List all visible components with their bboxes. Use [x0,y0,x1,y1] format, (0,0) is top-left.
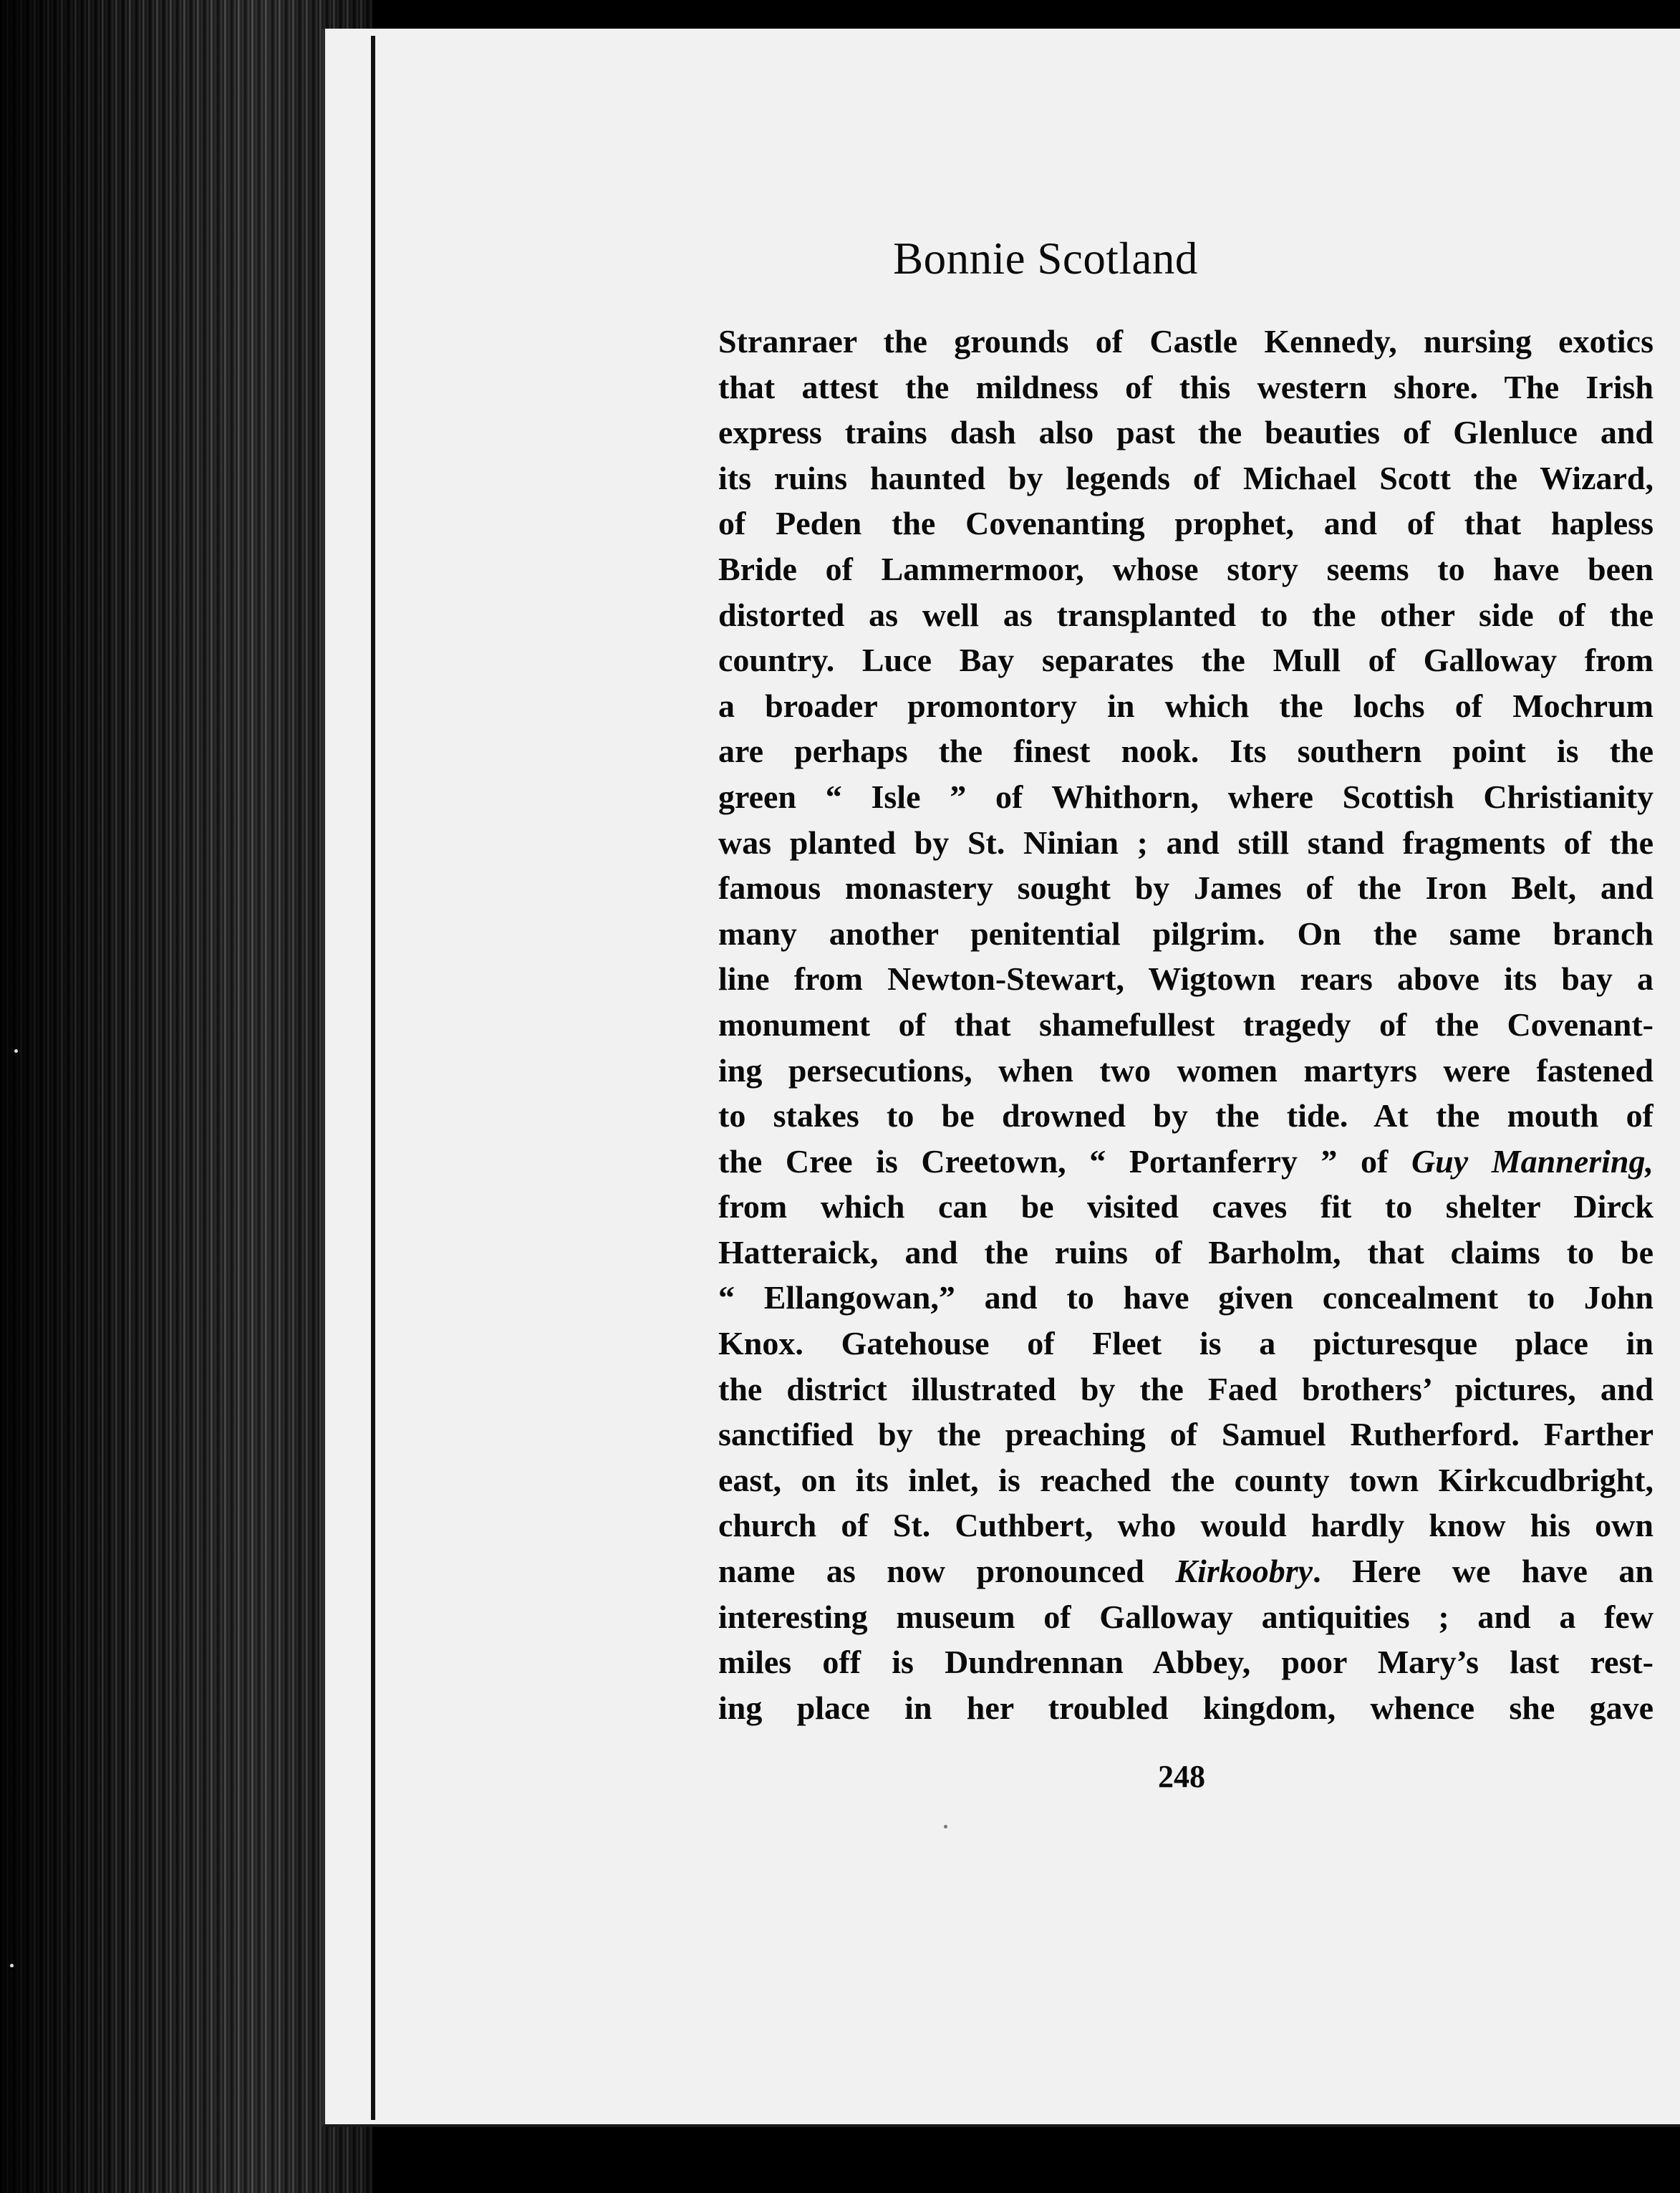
text-run: ing place in her troubled kingdom, whence she gave [718,1689,1654,1726]
text-line [718,1139,1654,1185]
book-page-edges [0,0,372,2193]
text-run: line from Newton-Stewart, Wigtown rears above its bay a [718,960,1654,998]
text-run: Bride of Lammermoor, whose story seems to have been [718,550,1654,587]
text-line [718,592,1654,638]
text-line [718,1093,1654,1139]
text-run: Hatteraick, and the ruins of Barholm, that claims to be [718,1233,1654,1271]
text-run: was planted by St. Ninian ; and still stand fragments of the [718,824,1654,861]
text-run: Stranraer the grounds of Castle Kennedy, nursing exotics [718,323,1654,360]
italic-text: Guy Mannering, [1411,1142,1654,1180]
page-number: 248 [1158,1759,1205,1794]
text-run: sanctified by the preaching of Samuel Rutherford. Farther [718,1416,1654,1453]
running-head: Bonnie Scotland [893,233,1198,284]
text-run: interesting museum of Galloway antiquities ; and a few [718,1598,1654,1635]
text-line [718,1184,1654,1230]
text-line [718,456,1654,501]
text-line [718,410,1654,456]
text-line [718,1321,1654,1367]
text-run: miles off is Dundrennan Abbey, poor Mary’s last rest- [718,1644,1654,1681]
text-run: famous monastery sought by James of the Iron Belt, and [718,869,1654,907]
text-run: “ Ellangowan,” and to have given concealment to John [718,1279,1654,1316]
text-run: the Cree is Creetown, “ Portanferry ” of [718,1142,1411,1180]
text-line [718,1503,1654,1548]
gutter-shadow-line [371,36,375,2120]
text-line [718,1685,1654,1731]
text-run: distorted as well as transplanted to the other side of the [718,596,1654,633]
text-line [718,1275,1654,1321]
text-line [718,1412,1654,1457]
text-run: from which can be visited caves fit to shelter Dirck [718,1188,1654,1225]
text-line [718,1548,1654,1594]
scan-speck [14,1049,18,1053]
text-line [718,319,1654,365]
text-run: its ruins haunted by legends of Michael Scott the Wizard, [718,459,1654,496]
text-line [718,1639,1654,1685]
text-run: are perhaps the finest nook. Its southern point is the [718,733,1654,770]
text-run: Knox. Gatehouse of Fleet is a picturesque place in [718,1325,1654,1362]
text-run: express trains dash also past the beauties of Glenluce and [718,414,1654,451]
text-line [718,637,1654,683]
text-run: many another penitential pilgrim. On the same branch [718,915,1654,952]
text-run: . Here we have an [1313,1553,1654,1590]
text-run: green “ Isle ” of Whithorn, where Scottish Christianity [718,778,1654,815]
text-run: east, on its inlet, is reached the county town Kirkcudbright, [718,1461,1654,1498]
text-line [718,820,1654,866]
text-line [718,683,1654,729]
text-line [718,546,1654,592]
text-line [718,956,1654,1002]
scan-speck [10,1964,14,1967]
text-line [718,865,1654,911]
text-line [718,365,1654,410]
text-line [718,911,1654,957]
text-run: a broader promontory in which the lochs of Mochrum [718,687,1654,724]
text-run: country. Luce Bay separates the Mull of Galloway from [718,642,1654,679]
scan-speck [944,1825,947,1828]
text-run: of Peden the Covenanting prophet, and of that hapless [718,505,1654,542]
text-run: name as now pronounced [718,1553,1176,1590]
text-line [718,1230,1654,1276]
text-line [718,1457,1654,1503]
text-run: monument of that shamefullest tragedy of the Covenant- [718,1006,1654,1043]
text-line [718,774,1654,820]
text-line [718,501,1654,546]
italic-text: Kirkoobry [1175,1553,1313,1590]
text-run: church of St. Cuthbert, who would hardly know his own [718,1507,1654,1544]
text-line [718,1048,1654,1094]
text-line [718,1594,1654,1640]
text-line [718,1002,1654,1048]
text-run: to stakes to be drowned by the tide. At the mouth of [718,1097,1654,1134]
text-line [718,728,1654,774]
text-run: the district illustrated by the Faed brothers’ pictures, and [718,1370,1654,1407]
text-run: that attest the mildness of this western shore. The Irish [718,368,1654,405]
text-run: ing persecutions, when two women martyrs were fastened [718,1051,1654,1089]
text-line [718,1367,1654,1412]
body-text [718,319,1654,1730]
